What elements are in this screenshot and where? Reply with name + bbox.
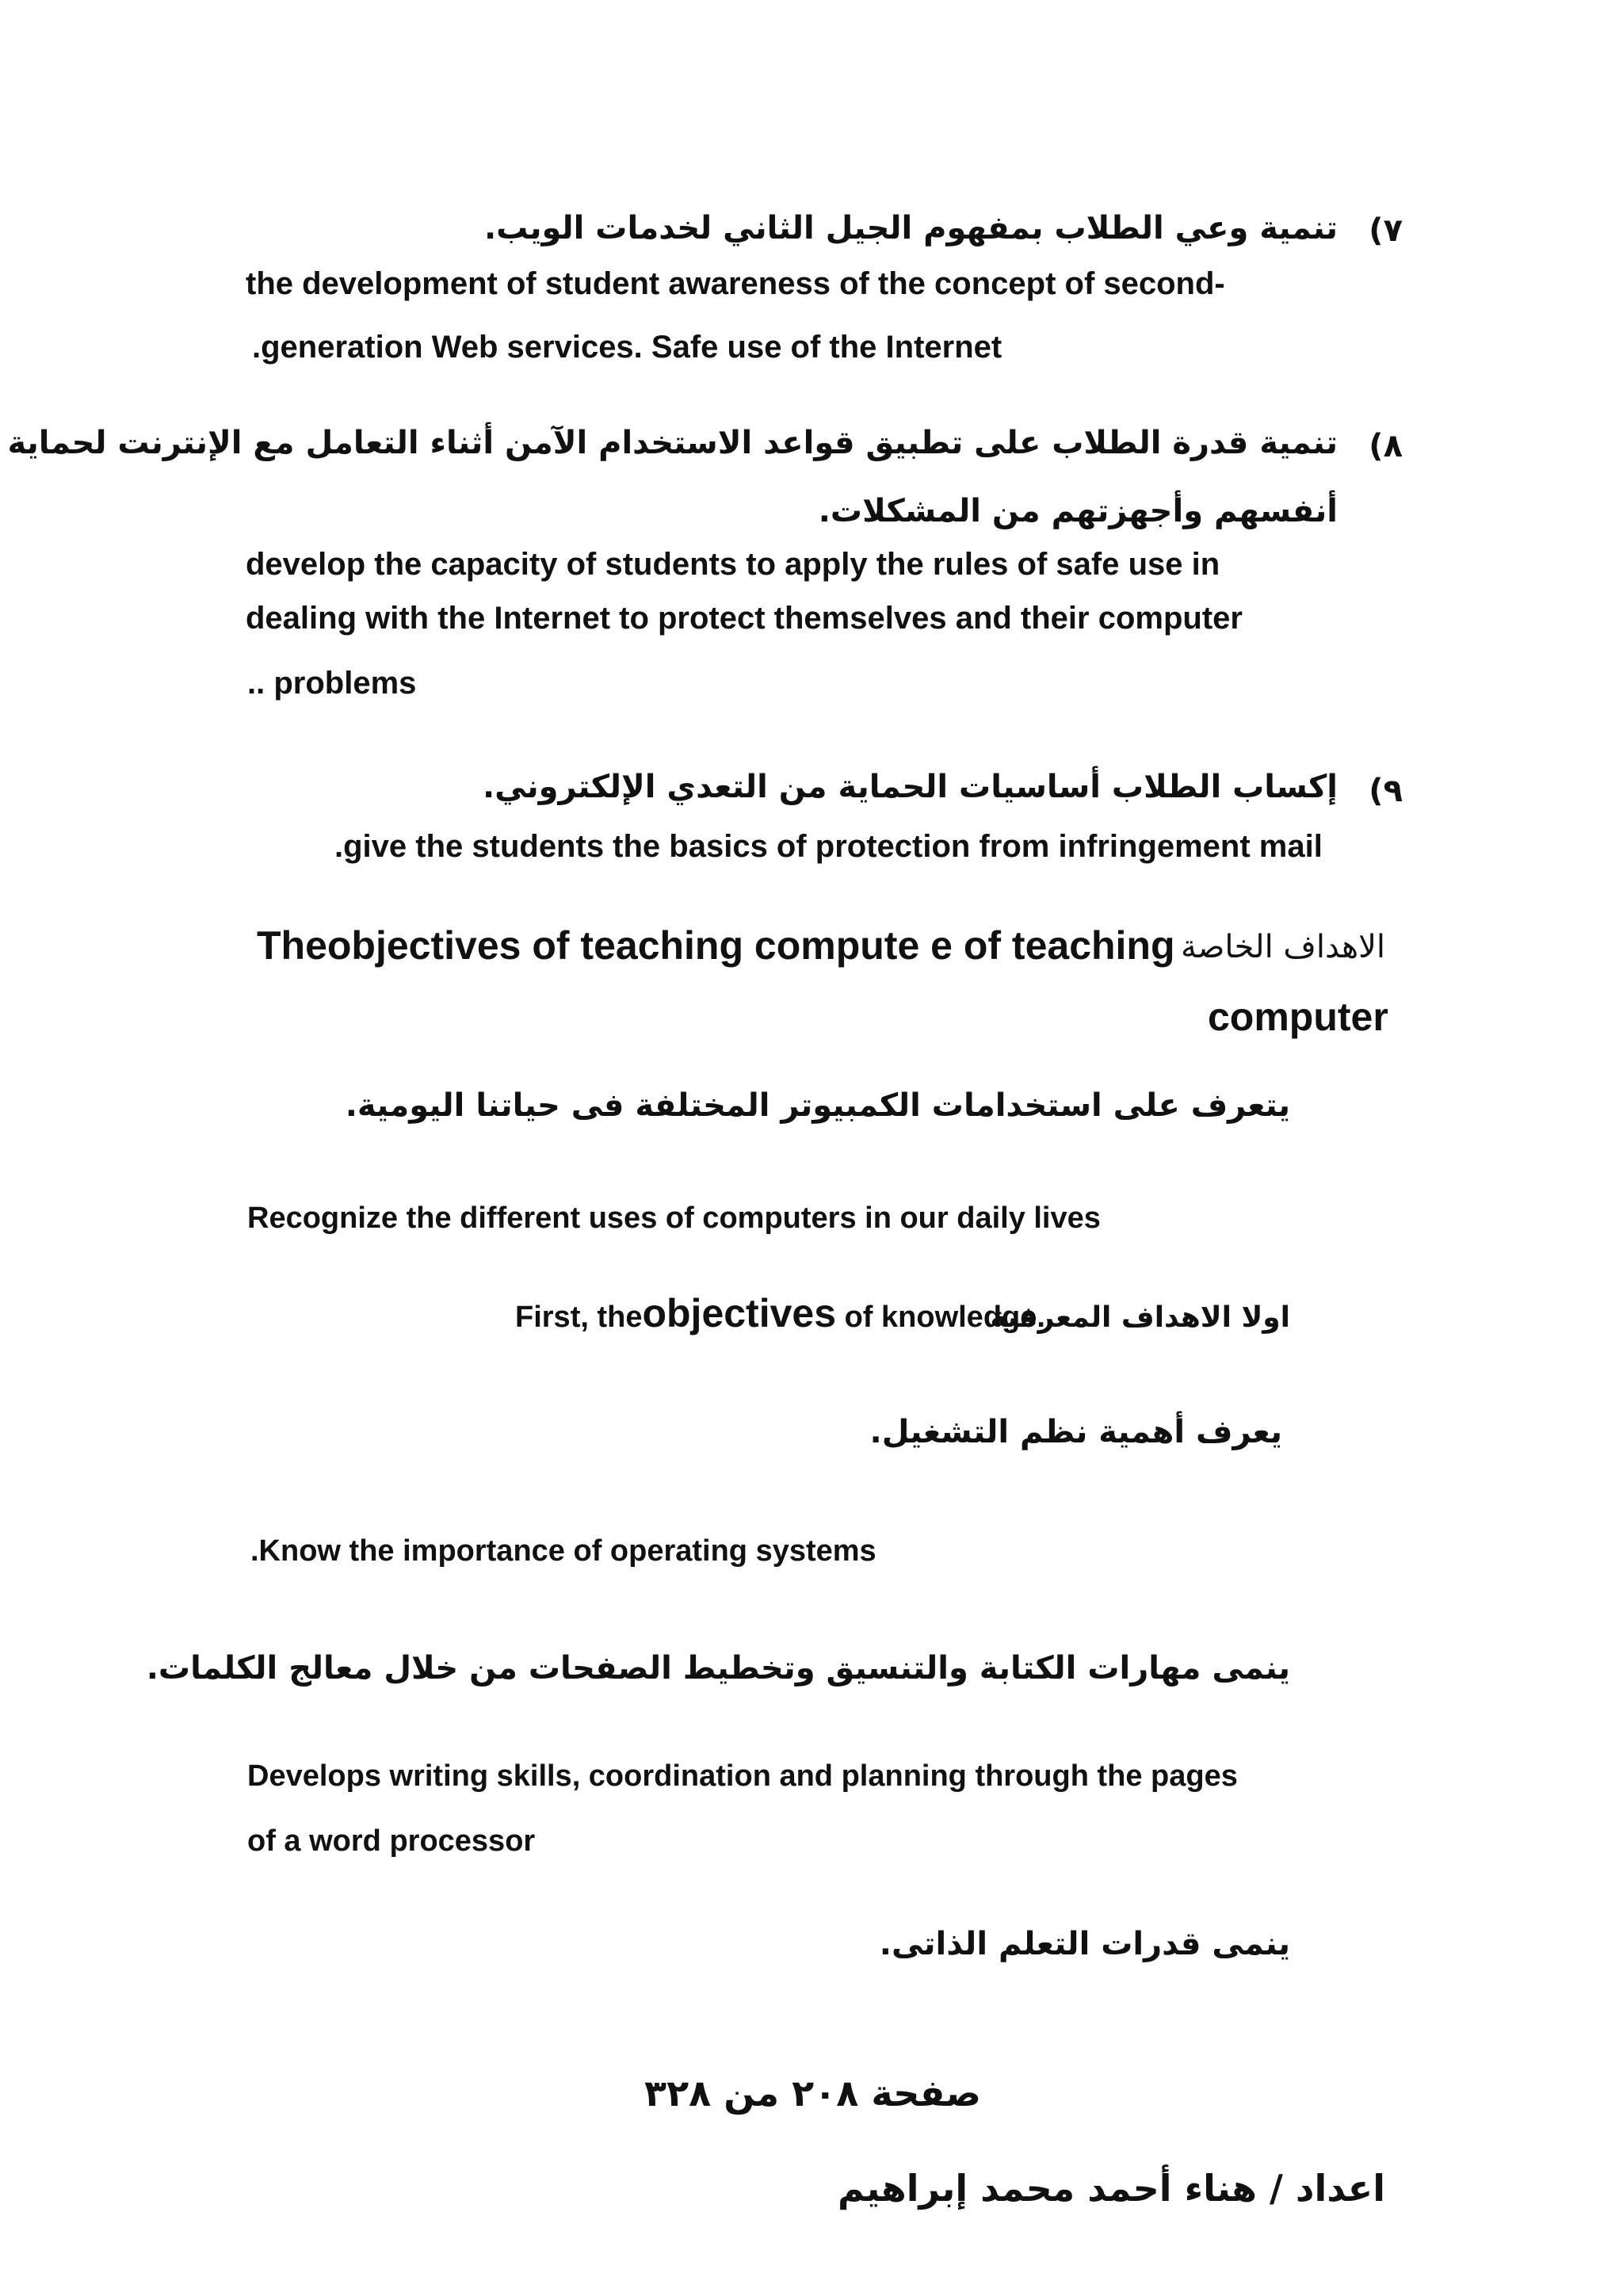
goal-arabic: ينمى قدرات التعلم الذاتى. [879,1926,1290,1962]
author: اعداد / هناء أحمد محمد إبراهيم [837,2167,1385,2210]
goal-english: .Know the importance of operating systems [250,1534,876,1568]
goal-arabic: ينمى مهارات الكتابة والتنسيق وتخطيط الصفحات من خلال معالج الكلمات. [146,1650,1290,1687]
item-number: ٩) [1369,773,1403,809]
goal-arabic: يعرف أهمية نظم التشغيل. [869,1414,1282,1450]
goal-english: Recognize the different uses of computers in our daily lives [247,1201,1101,1235]
item-number: ٧) [1369,212,1403,249]
item-number: ٨) [1369,428,1403,464]
knowledge-heading [515,1290,1045,1336]
knowledge-heading-arabic: اولا الاهداف المعرفية [990,1301,1290,1334]
item-english-text: the development of student awareness of the concept of second- [246,266,1225,301]
item-arabic-text: إكساب الطلاب أساسيات الحماية من التعدي الإلكتروني. [482,769,1338,805]
knowledge-heading-big: objectives [642,1291,837,1335]
goal-arabic: يتعرف على استخدامات الكمبيوتر المختلفة فى حياتنا اليومية. [345,1087,1290,1124]
item-arabic-text: تنمية قدرة الطلاب على تطبيق قواعد الاستخدام الآمن أثناء التعامل مع الإنترنت لحماية [7,425,1338,461]
page-number: صفحة ٢٠٨ من ٣٢٨ [644,2072,981,2115]
item-english-text: develop the capacity of students to apply the rules of safe use in [246,547,1220,582]
item-arabic-text: تنمية وعي الطلاب بمفهوم الجيل الثاني لخدمات الويب. [483,210,1338,246]
item-arabic-text: أنفسهم وأجهزتهم من المشكلات. [818,493,1338,529]
goal-english: of a word processor [247,1824,536,1858]
knowledge-heading-pre: First, the [515,1301,643,1334]
item-english-text: .give the students the basics of protection from infringement mail [334,829,1323,864]
item-english-text: .generation Web services. Safe use of the Internet [252,330,1002,365]
special-objectives-arabic: الاهداف الخاصة [1180,929,1385,965]
special-objectives-english: Theobjectives of teaching compute e of teaching [257,923,1175,968]
special-objectives-english-cont: computer [1208,995,1388,1039]
item-english-text: dealing with the Internet to protect themselves and their computer [246,601,1243,636]
item-english-text: .. problems [247,666,417,701]
goal-english: Develops writing skills, coordination and planning through the pages [247,1759,1238,1793]
knowledge-heading-post: of knowledge. [836,1301,1045,1334]
